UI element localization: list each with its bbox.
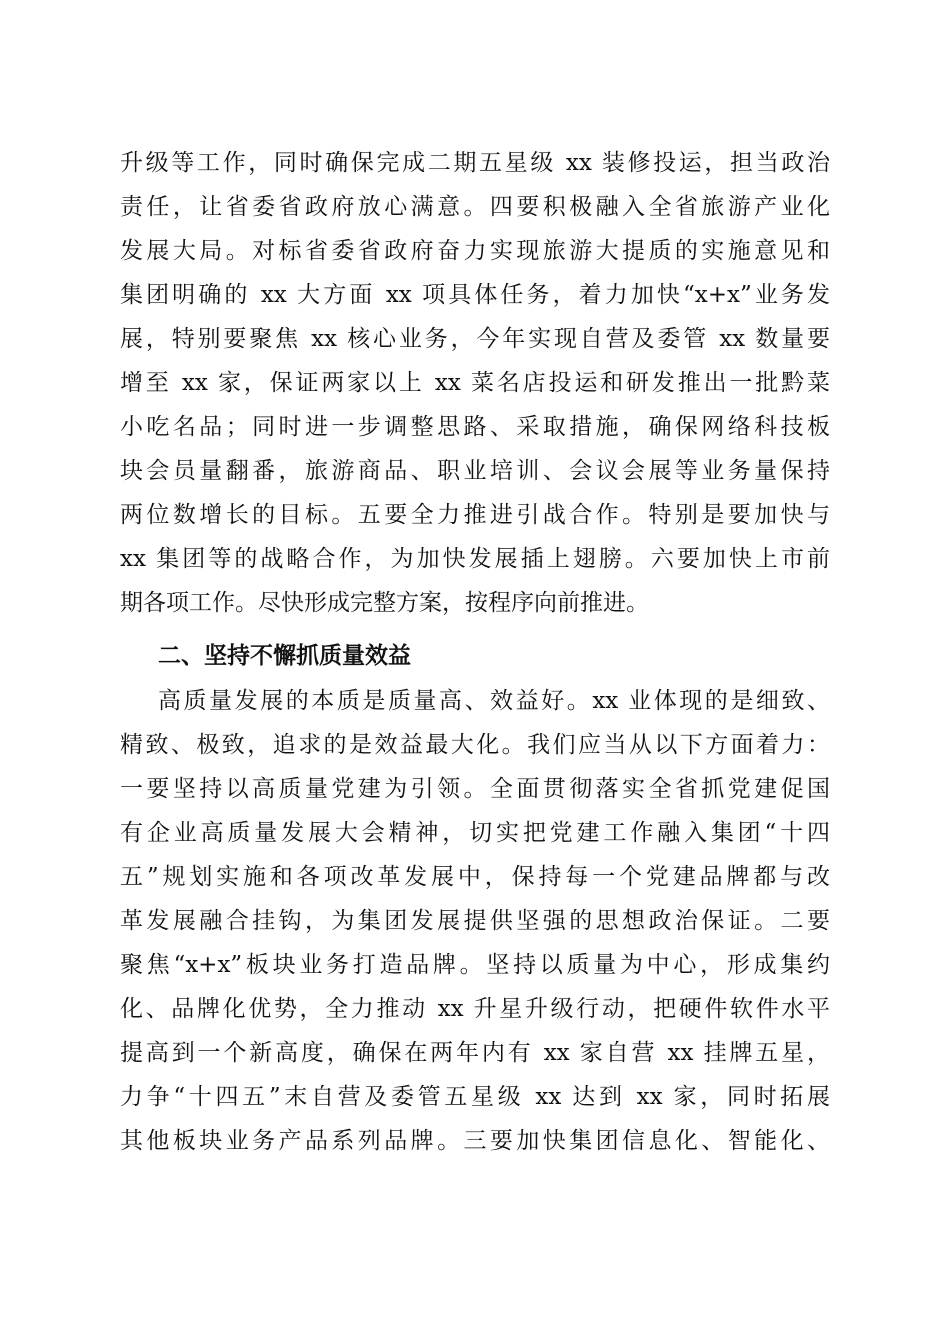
paragraph-1-line: 期各项工作。尽快形成完整方案，按程序向前推进。 — [120, 590, 649, 616]
paragraph-2-line: 聚焦“x+x”板块业务打造品牌。坚持以质量为中心，形成集约 — [120, 952, 830, 978]
paragraph-1-line: 集团明确的 xx 大方面 xx 项具体任务，着力加快“x+x”业务发 — [120, 282, 830, 308]
paragraph-2-line: 其他板块业务产品系列品牌。三要加快集团信息化、智能化、 — [120, 1128, 830, 1154]
paragraph-2-line: 一要坚持以高质量党建为引领。全面贯彻落实全省抓党建促国 — [120, 776, 830, 802]
section-heading: 二、坚持不懈抓质量效益 — [158, 643, 411, 669]
paragraph-2-line: 高质量发展的本质是质量高、效益好。xx 业体现的是细致、 — [158, 688, 830, 714]
paragraph-1-line: 发展大局。对标省委省政府奋力实现旅游大提质的实施意见和 — [120, 238, 830, 264]
paragraph-1-line: 小吃名品；同时进一步调整思路、采取措施，确保网络科技板 — [120, 414, 830, 440]
paragraph-1-line: 块会员量翻番，旅游商品、职业培训、会议会展等业务量保持 — [120, 458, 830, 484]
paragraph-2-line: 五”规划实施和各项改革发展中，保持每一个党建品牌都与改 — [120, 864, 830, 890]
paragraph-2-line: 革发展融合挂钩，为集团发展提供坚强的思想政治保证。二要 — [120, 908, 830, 934]
paragraph-1-line: xx 集团等的战略合作，为加快发展插上翅膀。六要加快上市前 — [120, 546, 830, 572]
paragraph-1-line: 两位数增长的目标。五要全力推进引战合作。特别是要加快与 — [120, 502, 830, 528]
paragraph-2-line: 精致、极致，追求的是效益最大化。我们应当从以下方面着力： — [120, 732, 830, 758]
paragraph-1-line: 增至 xx 家，保证两家以上 xx 菜名店投运和研发推出一批黔菜 — [120, 370, 830, 396]
paragraph-1-line: 展，特别要聚焦 xx 核心业务，今年实现自营及委管 xx 数量要 — [120, 326, 830, 352]
paragraph-1-line: 升级等工作，同时确保完成二期五星级 xx 装修投运，担当政治 — [120, 150, 830, 176]
paragraph-1-line: 责任，让省委省政府放心满意。四要积极融入全省旅游产业化 — [120, 194, 830, 220]
paragraph-2-line: 力争“十四五”末自营及委管五星级 xx 达到 xx 家，同时拓展 — [120, 1084, 830, 1110]
paragraph-2-line: 化、品牌化优势，全力推动 xx 升星升级行动，把硬件软件水平 — [120, 996, 830, 1022]
paragraph-2-line: 有企业高质量发展大会精神，切实把党建工作融入集团“十四 — [120, 820, 830, 846]
paragraph-2-line: 提高到一个新高度，确保在两年内有 xx 家自营 xx 挂牌五星， — [120, 1040, 830, 1066]
